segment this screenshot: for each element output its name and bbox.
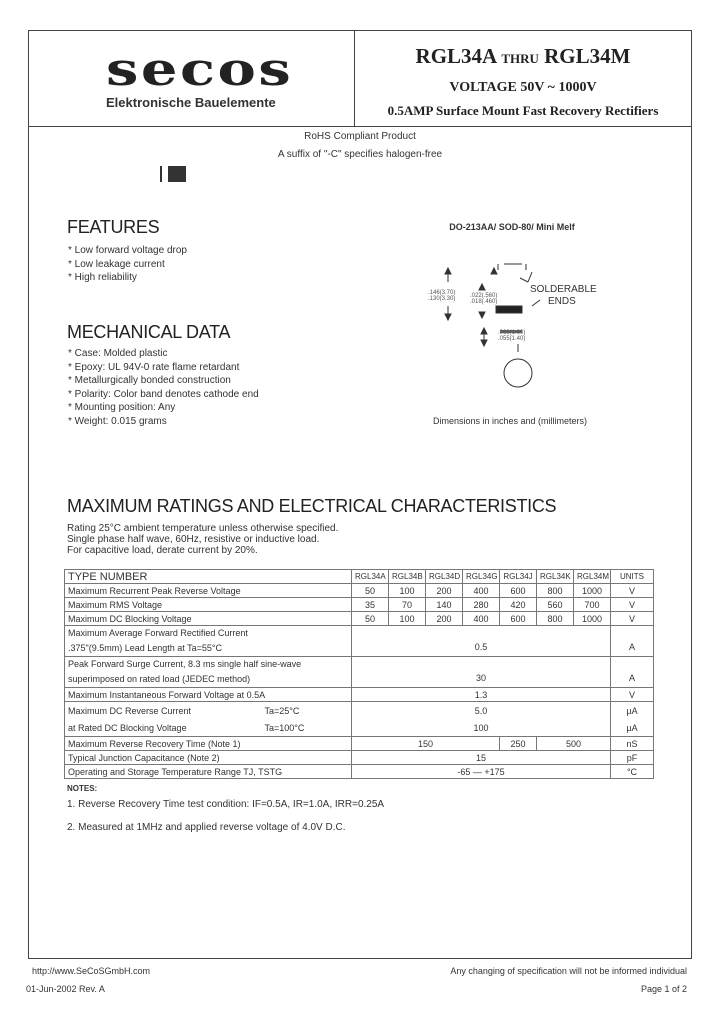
col-header: RGL34B	[389, 570, 426, 584]
list-item: * High reliability	[68, 271, 187, 285]
dim-label: .063(1.60)	[498, 330, 526, 336]
col-header: RGL34M	[574, 570, 611, 584]
table-header-row	[65, 570, 654, 584]
table-row: Maximum RMS Voltage 35 70 140 280 420 560 700 V	[65, 598, 654, 612]
arrow-icon	[445, 268, 451, 274]
col-header: RGL34J	[500, 570, 537, 584]
list-item: * Weight: 0.015 grams	[68, 415, 259, 429]
table-row: Typical Junction Capacitance (Note 2) 15 pF	[65, 751, 654, 765]
features-title: FEATURES	[67, 217, 160, 237]
table-row: at Rated DC Blocking Voltage Ta=100°C 100 µA	[65, 719, 654, 737]
list-item: * Low leakage current	[68, 258, 187, 272]
arrow-icon	[481, 328, 487, 334]
arrow-icon	[445, 314, 451, 320]
note-1: 1. Reverse Recovery Time test condition: IF=0.5A, IR=1.0A, IRR=0.25A	[67, 799, 385, 810]
ratings-intro: Rating 25°C ambient temperature unless otherwise specified.	[67, 523, 339, 534]
product-subtitle: 0.5AMP Surface Mount Fast Recovery Rectifiers	[387, 103, 659, 118]
col-header: RGL34K	[537, 570, 574, 584]
table-row: Maximum DC Reverse Current Ta=25°C 5.0 µA	[65, 702, 654, 720]
dim-label: .022(.560)	[470, 293, 498, 299]
part-from: RGL34A	[415, 44, 497, 68]
end-view-circle	[504, 359, 532, 387]
list-item: * Metallurgically bonded construction	[68, 374, 259, 388]
table-row: Maximum Recurrent Peak Reverse Voltage 50 100 200 400 600 800 1000 V	[65, 584, 654, 598]
ratings-table	[64, 569, 654, 779]
voltage-range: VOLTAGE 50V ~ 1000V	[449, 80, 597, 95]
page-frame	[28, 30, 692, 959]
table-row: Operating and Storage Temperature Range TJ, TSTG -65 — +175 °C	[65, 765, 654, 779]
dim-label: .146(3.70)	[428, 290, 456, 296]
table-row: Maximum Reverse Recovery Time (Note 1) 150 250 500 nS	[65, 737, 654, 751]
rohs-notice: RoHS Compliant Product	[304, 131, 416, 142]
list-item: * Case: Molded plastic	[68, 347, 259, 361]
list-item: * Low forward voltage drop	[68, 244, 187, 258]
dim-label: .130(3.30)	[428, 296, 456, 302]
list-item: * Mounting position: Any	[68, 401, 259, 415]
footer-url[interactable]: http://www.SeCoSGmbH.com	[32, 966, 151, 976]
features-list	[68, 244, 187, 285]
dim-label: .055(1.40)	[498, 336, 526, 342]
table-row: Maximum DC Blocking Voltage 50 100 200 400 600 800 1000 V	[65, 612, 654, 626]
list-item: * Polarity: Color band denotes cathode end	[68, 388, 259, 402]
melf-body	[496, 306, 522, 313]
company-logo: secos	[106, 42, 294, 96]
note-2: 2. Measured at 1MHz and applied reverse voltage of 4.0V D.C.	[67, 822, 346, 833]
col-header: RGL34A	[352, 570, 389, 584]
component-image	[160, 166, 186, 182]
table-row: Peak Forward Surge Current, 8.3 ms single half sine-wave superimposed on rated load (JEDEC method) 30 A	[65, 657, 654, 688]
list-item: * Epoxy: UL 94V-0 rate flame retardant	[68, 361, 259, 375]
part-number-title	[354, 44, 692, 69]
mechanical-title: MECHANICAL DATA	[67, 322, 231, 342]
arrow-icon	[481, 340, 487, 346]
arrow-icon	[479, 312, 485, 318]
arrow-icon	[491, 268, 497, 274]
footer-date-rev: 01-Jun-2002 Rev. A	[26, 984, 105, 994]
dimension-note: Dimensions in inches and (millimeters)	[432, 416, 588, 426]
halogen-notice: A suffix of "-C" specifies halogen-free	[277, 149, 443, 160]
company-tagline: Elektronische Bauelemente	[106, 95, 276, 110]
part-thru: THRU	[501, 51, 539, 66]
footer-disclaimer: Any changing of specification will not be informed individual	[450, 966, 687, 976]
notes-title: NOTES:	[67, 784, 98, 793]
col-header: RGL34D	[426, 570, 463, 584]
part-to: RGL34M	[544, 44, 631, 68]
solderable-label: SOLDERABLE	[530, 284, 597, 295]
package-diagram	[420, 260, 610, 390]
table-row: Maximum Instantaneous Forward Voltage at 0.5A 1.3 V	[65, 688, 654, 702]
mechanical-list	[68, 347, 259, 429]
col-header: RGL34G	[463, 570, 500, 584]
dim-label: .018(.460)	[470, 299, 498, 305]
ratings-intro: For capacitive load, derate current by 20%.	[67, 545, 258, 556]
col-header: UNITS	[611, 570, 654, 584]
footer-page-number: Page 1 of 2	[640, 984, 687, 994]
type-number-header: TYPE NUMBER	[65, 570, 352, 584]
table-row: Maximum Average Forward Rectified Current .375"(9.5mm) Lead Length at Ta=55°C 0.5 A	[65, 626, 654, 657]
header-divider	[28, 126, 692, 127]
arrow-icon	[479, 284, 485, 290]
ratings-intro: Single phase half wave, 60Hz, resistive or inductive load.	[67, 534, 320, 545]
ends-label: ENDS	[548, 296, 576, 307]
package-title: DO-213AA/ SOD-80/ Mini Melf	[449, 222, 575, 232]
ratings-title: MAXIMUM RATINGS AND ELECTRICAL CHARACTERISTICS	[67, 496, 557, 516]
